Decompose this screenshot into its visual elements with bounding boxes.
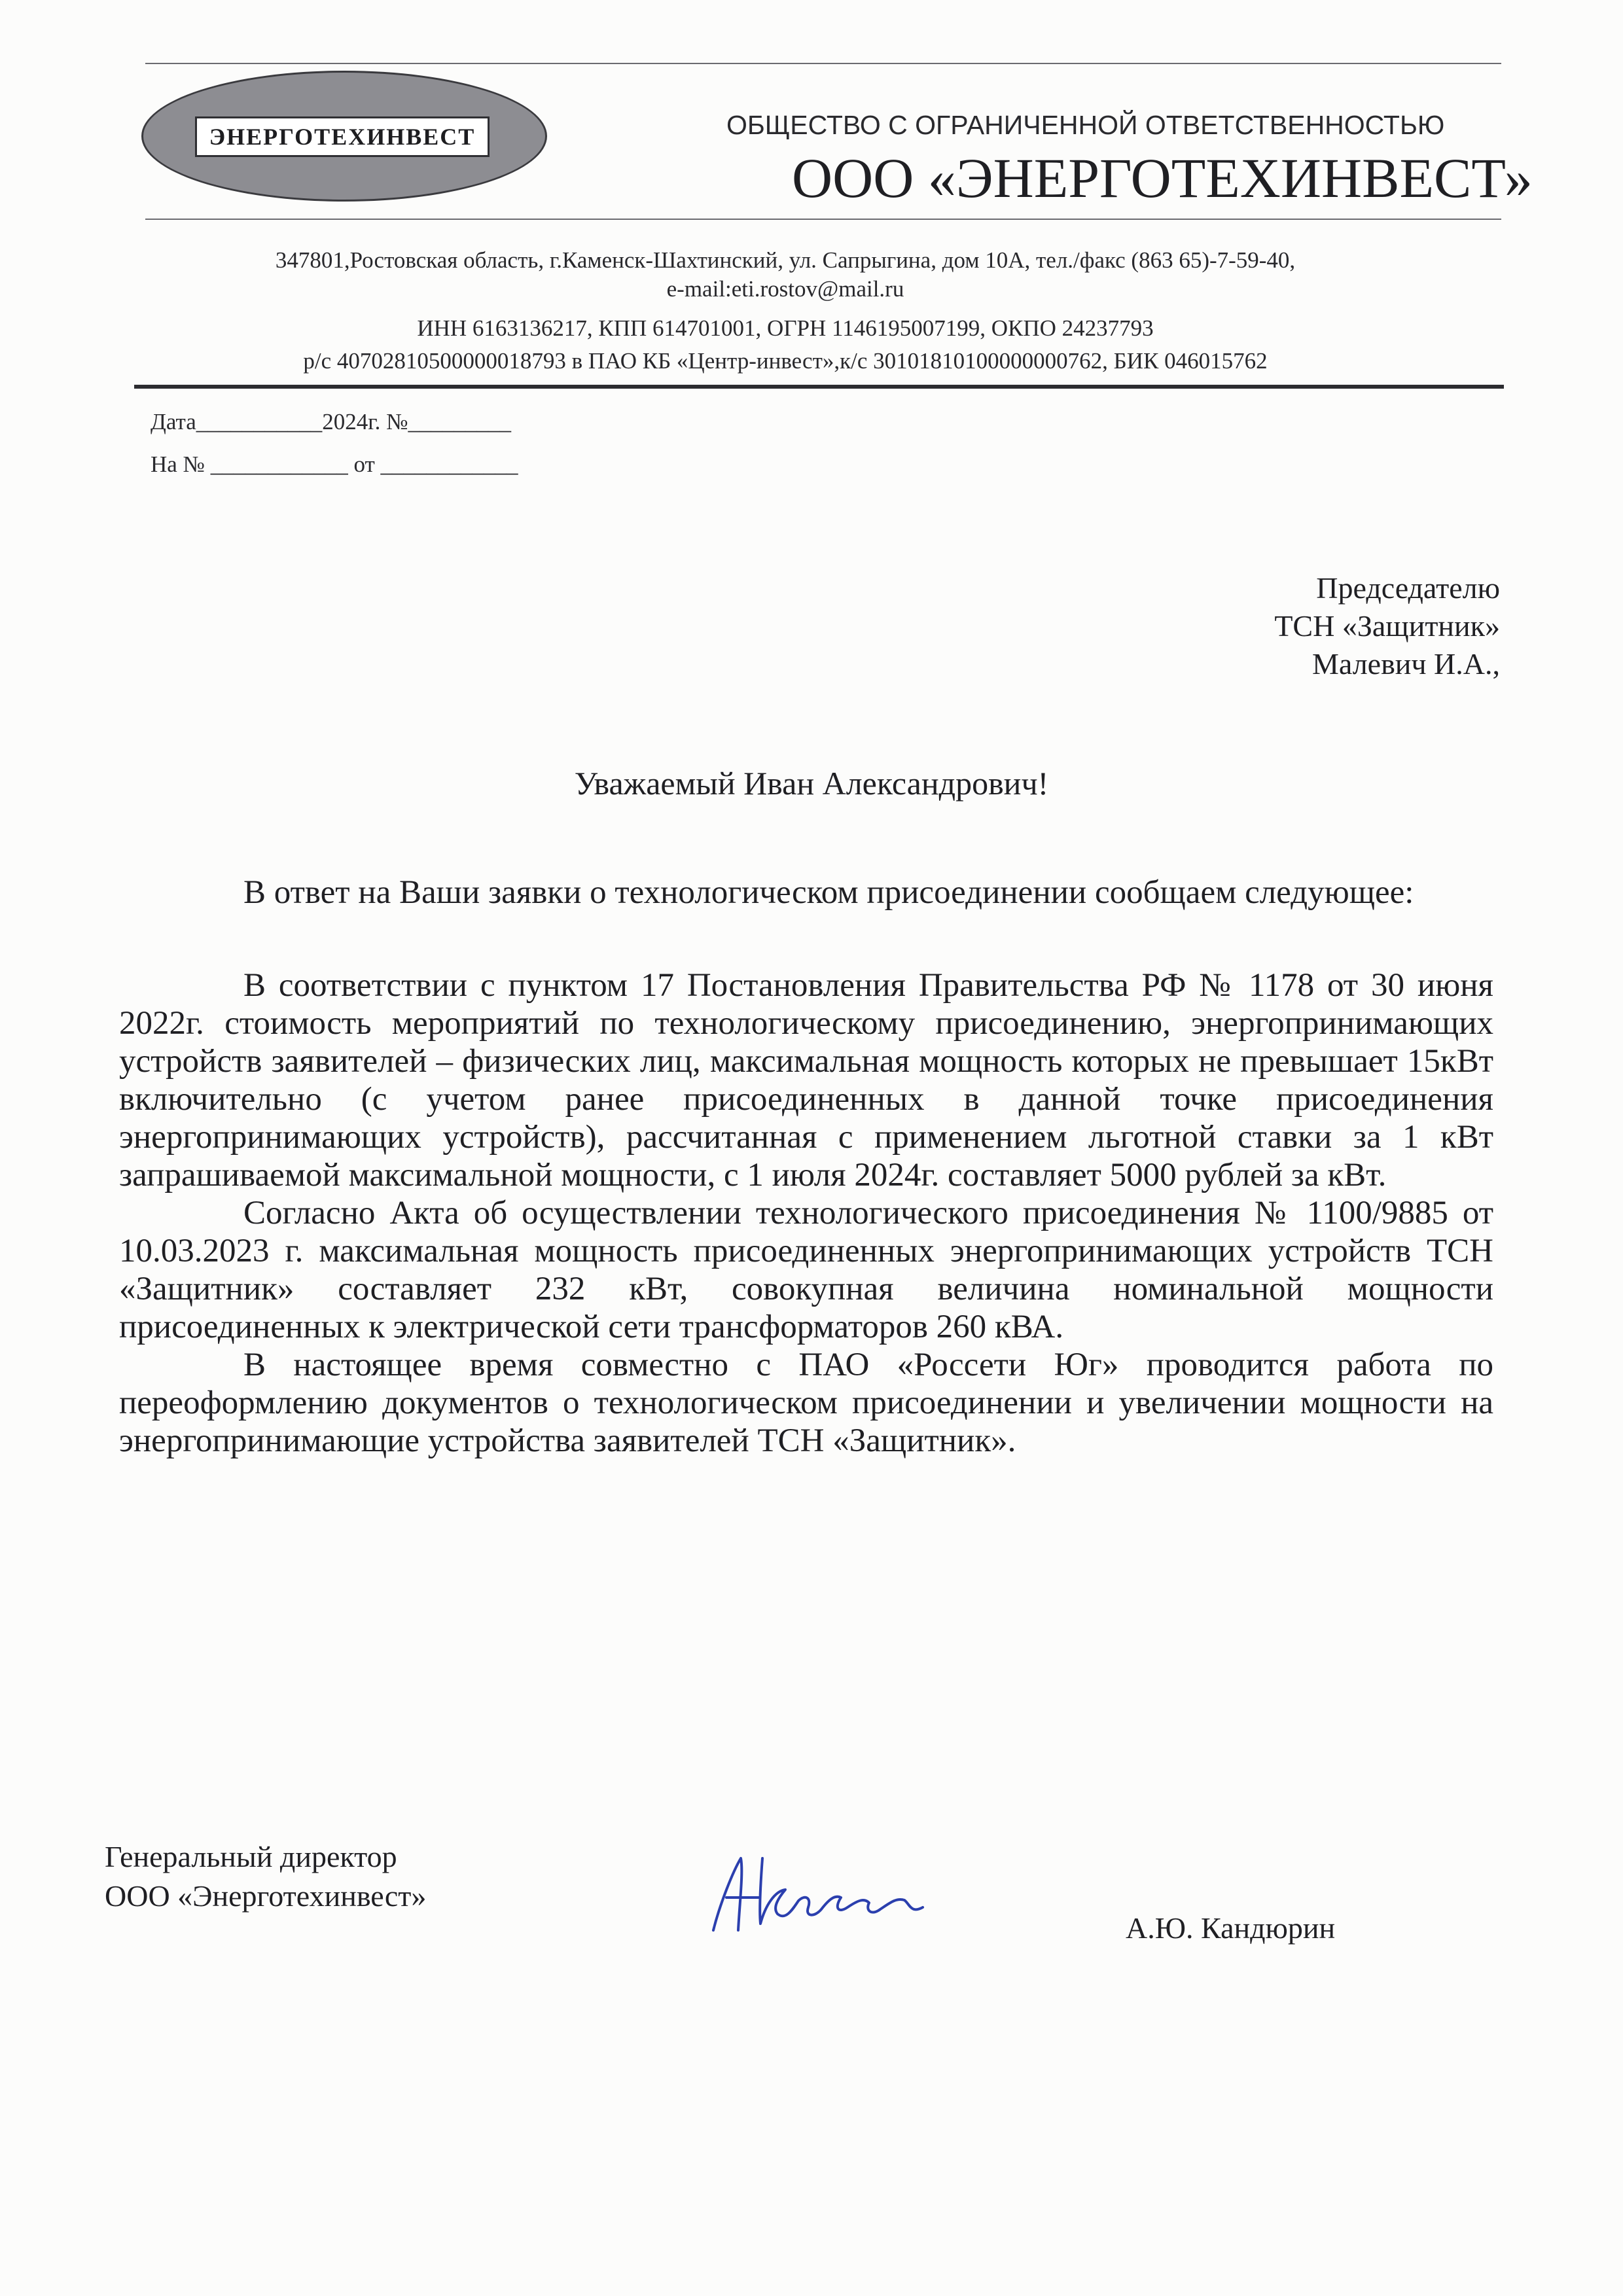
header-top-rule [145,63,1501,64]
addressee-organization: ТСН «Защитник» [1274,609,1500,643]
reference-line: На № ____________ от ____________ [151,451,518,477]
handwritten-signature [700,1832,962,1950]
signatory-name: А.Ю. Кандюрин [1126,1911,1336,1945]
salutation: Уважаемый Иван Александрович! [574,765,1049,802]
addressee-name: Малевич И.А., [1311,647,1500,680]
header-bottom-rule [134,385,1504,389]
body-paragraph: В ответ на Ваши заявки о технологическом присоединении сообщаем следующее: [243,874,1414,911]
addressee-block [1274,569,1500,683]
company-ids: ИНН 6163136217, КПП 614701001, ОГРН 1146195007199, ОКПО 24237793 [417,315,1154,341]
date-number-line: Дата___________2024г. №_________ [151,409,512,434]
org-name: ООО «ЭНЕРГОТЕХИНВЕСТ» [792,147,1533,209]
signatory-title-block [105,1837,426,1916]
body-paragraph: В настоящее время совместно с ПАО «Россети Юг» проводится работа по переоформлению документов о технологическом присоединении и увеличении мощности на энергопринимающие устройства заявителей ТСН «Защитник». [119,1347,1493,1459]
logo-text: ЭНЕРГОТЕХИНВЕСТ [195,116,490,157]
addressee-title: Председателю [1316,571,1500,605]
company-logo [141,71,547,202]
letter-body [119,874,1493,1460]
header-middle-rule [145,219,1501,220]
body-paragraph: Согласно Акта об осуществлении технологического присоединения № 1100/9885 от 10.03.2023 г. максимальная мощность присоединенных энергопринимающих устройств ТСН «Защитник» составляет 232 кВт, совокупная величина номинальной мощности присоединенных к электрической сети трансформаторов 260 кВА. [119,1195,1493,1345]
company-email: e-mail:eti.rostov@mail.ru [666,276,904,302]
org-type: ОБЩЕСТВО С ОГРАНИЧЕННОЙ ОТВЕТСТВЕННОСТЬЮ [726,110,1445,140]
company-address: 347801,Ростовская область, г.Каменск-Шахтинский, ул. Сапрыгина, дом 10А, тел./факс (863 65)-7-59-40, [275,247,1296,273]
signatory-position: Генеральный директор [105,1840,397,1873]
body-paragraph: В соответствии с пунктом 17 Постановления Правительства РФ № 1178 от 30 июня 2022г. стоимость мероприятий по технологическому присоединению, энергопринимающих устройств заявителей – физических лиц, максимальная мощность которых не превышает 15кВт включительно (с учетом ранее присоединенных в данной точке присоединения энергопринимающих устройств), рассчитанная с применением льготной ставки за 1 кВт запрашиваемой максимальной мощности, с 1 июля 2024г. составляет 5000 рублей за кВт. [119,967,1493,1193]
signatory-company: ООО «Энерготехинвест» [105,1879,427,1913]
company-bank-details: р/с 40702810500000018793 в ПАО КБ «Центр-инвест»,к/с 30101810100000000762, БИК 046015762 [303,348,1268,374]
